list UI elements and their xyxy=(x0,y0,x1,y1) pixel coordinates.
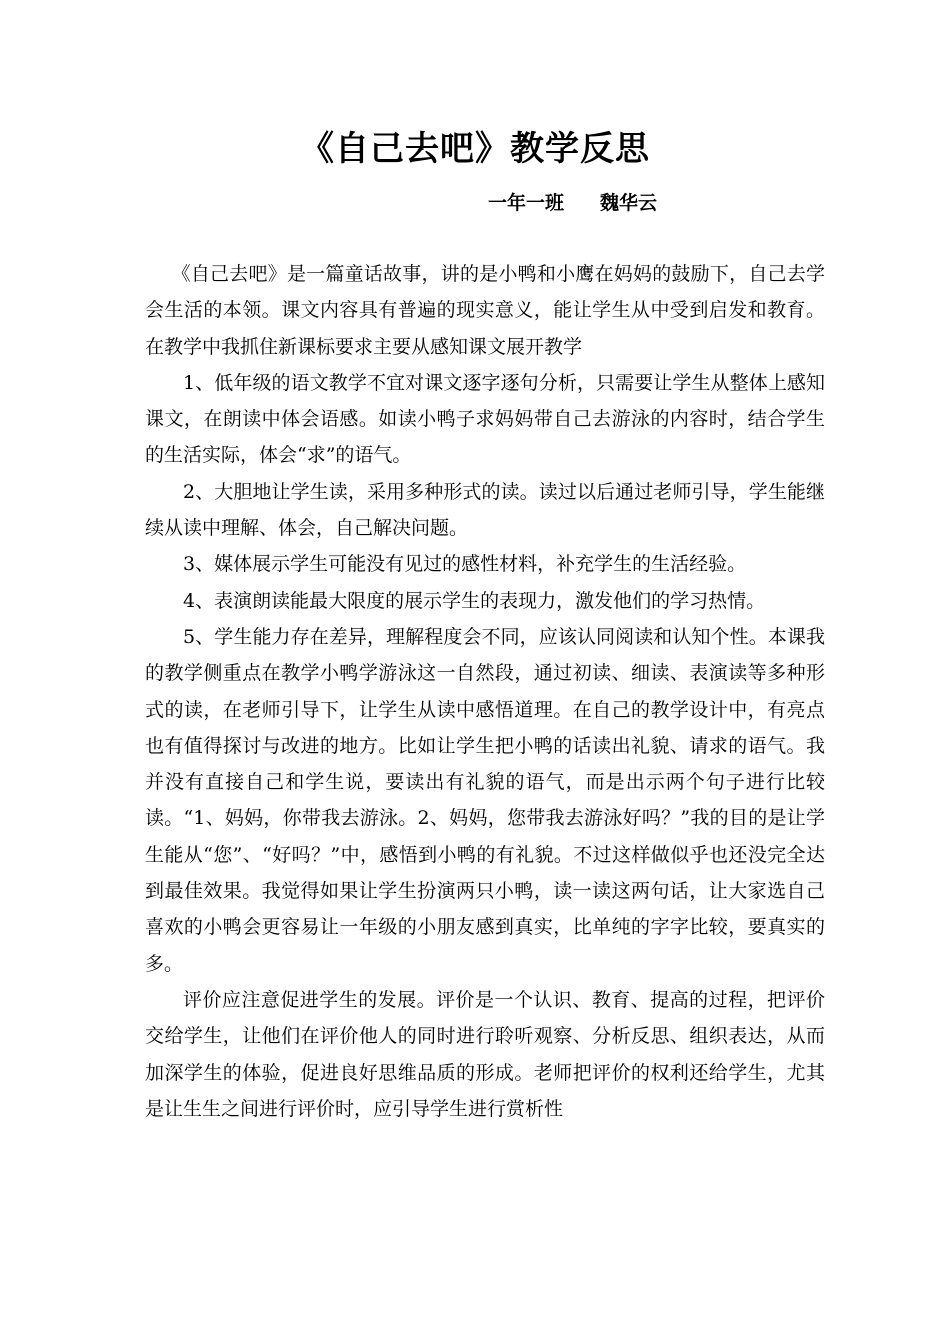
author-name: 魏华云 xyxy=(600,192,658,214)
class-name: 一年一班 xyxy=(488,192,565,214)
paragraph-point-2: 2、大胆地让学生读，采用多种形式的读。读过以后通过老师引导，学生能继续从读中理解、体会，自己解决问题。 xyxy=(145,480,825,540)
paragraph-intro: 《自己去吧》是一篇童话故事，讲的是小鸭和小鹰在妈妈的鼓励下，自己去学会生活的本领。课文内容具有普遍的现实意义，能让学生从中受到启发和教育。在教学中我抓住新课标要求主要从感知课文展开教学 xyxy=(145,263,825,358)
paragraph-evaluation: 评价应注意促进学生的发展。评价是一个认识、教育、提高的过程，把评价交给学生，让他们在评价他人的同时进行聆听观察、分析反思、组织表达，从而加深学生的体验，促进良好思维品质的形成。老师把评价的权利还给学生，尤其是让生生之间进行评价时，应引导学生进行赏析性 xyxy=(145,988,825,1120)
paragraph-point-4: 4、表演朗读能最大限度的展示学生的表现力，激发他们的学习热情。 xyxy=(183,589,766,612)
paragraph-point-3: 3、媒体展示学生可能没有见过的感性材料，补充学生的生活经验。 xyxy=(183,553,747,576)
body-text xyxy=(145,256,825,1127)
byline xyxy=(488,188,657,218)
paragraph-point-1: 1、低年级的语文教学不宜对课文逐字逐句分析，只需要让学生从整体上感知课文，在朗读中体会语感。如读小鸭子求妈妈带自己去游泳的内容时，结合学生的生活实际，体会“求”的语气。 xyxy=(145,371,825,467)
page-title: 《自己去吧》教学反思 xyxy=(300,129,650,169)
paragraph-point-5: 5、学生能力存在差异，理解程度会不同，应该认同阅读和认知个性。本课我的教学侧重点在教学小鸭学游泳这一自然段，通过初读、细读、表演读等多种形式的读，在老师引导下，让学生从读中感悟道理。在自己的教学设计中，有亮点也有值得探讨与改进的地方。比如让学生把小鸭的话读出礼貌、请求的语气。我并没有直接自己和学生说，要读出有礼貌的语气，而是出示两个句子进行比较读。“1、妈妈，你带我去游泳。2、妈妈，您带我去游泳好吗？”我的目的是让学生能从“您”、“好吗？”中，感悟到小鸭的有礼貌。不过这样做似乎也还没完全达到最佳效果。我觉得如果让学生扮演两只小鸭，读一读这两句话，让大家选自己喜欢的小鸭会更容易让一年级的小朋友感到真实，比单纯的字字比较，要真实的多。 xyxy=(145,625,825,975)
